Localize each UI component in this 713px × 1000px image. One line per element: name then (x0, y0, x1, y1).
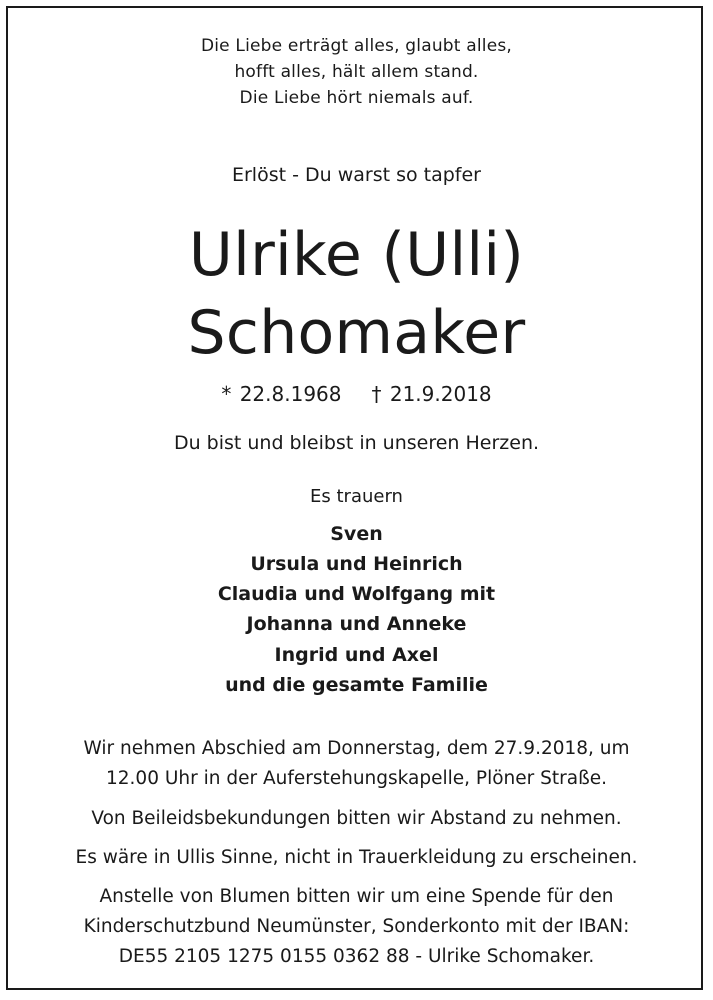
mourner-line: und die gesamte Familie (225, 674, 488, 696)
life-dates (0, 381, 713, 407)
verse-line-3: Die Liebe hört niemals auf. (239, 88, 474, 108)
farewell-line-2: 12.00 Uhr in der Auferstehungskapelle, Plöner Straße. (106, 768, 607, 789)
motto: Du bist und bleibst in unseren Herzen. (173, 432, 540, 454)
donation-line-3: DE55 2105 1275 0155 0362 88 - Ulrike Schomaker. (118, 946, 595, 967)
mourner-line: Johanna und Anneke (246, 613, 467, 635)
deceased-name-line-2: Schomaker (187, 298, 526, 368)
mourner-line: Claudia und Wolfgang mit (217, 583, 496, 605)
condolence-request: Von Beileidsbekundungen bitten wir Abstand zu nehmen. (91, 808, 622, 829)
mourners-intro: Es trauern (310, 486, 403, 507)
mourner-line: Sven (330, 523, 383, 545)
birth-date: * 22.8.1968 (221, 382, 342, 406)
dress-code-request: Es wäre in Ullis Sinne, nicht in Trauerkleidung zu erscheinen. (75, 847, 638, 868)
verse-line-1: Die Liebe erträgt alles, glaubt alles, (200, 36, 513, 56)
death-date: † 21.9.2018 (371, 382, 492, 406)
mourner-line: Ingrid und Axel (274, 644, 439, 666)
deceased-name-line-1: Ulrike (Ulli) (188, 220, 525, 290)
farewell-line-1: Wir nehmen Abschied am Donnerstag, dem 27.9.2018, um (83, 738, 630, 759)
donation-line-1: Anstelle von Blumen bitten wir um eine Spende für den (99, 886, 614, 907)
tagline: Erlöst - Du warst so tapfer (231, 164, 481, 186)
mourner-line: Ursula und Heinrich (250, 553, 463, 575)
verse-line-2: hofft alles, hält allem stand. (234, 62, 479, 82)
donation-line-2: Kinderschutzbund Neumünster, Sonderkonto mit der IBAN: (83, 916, 630, 937)
